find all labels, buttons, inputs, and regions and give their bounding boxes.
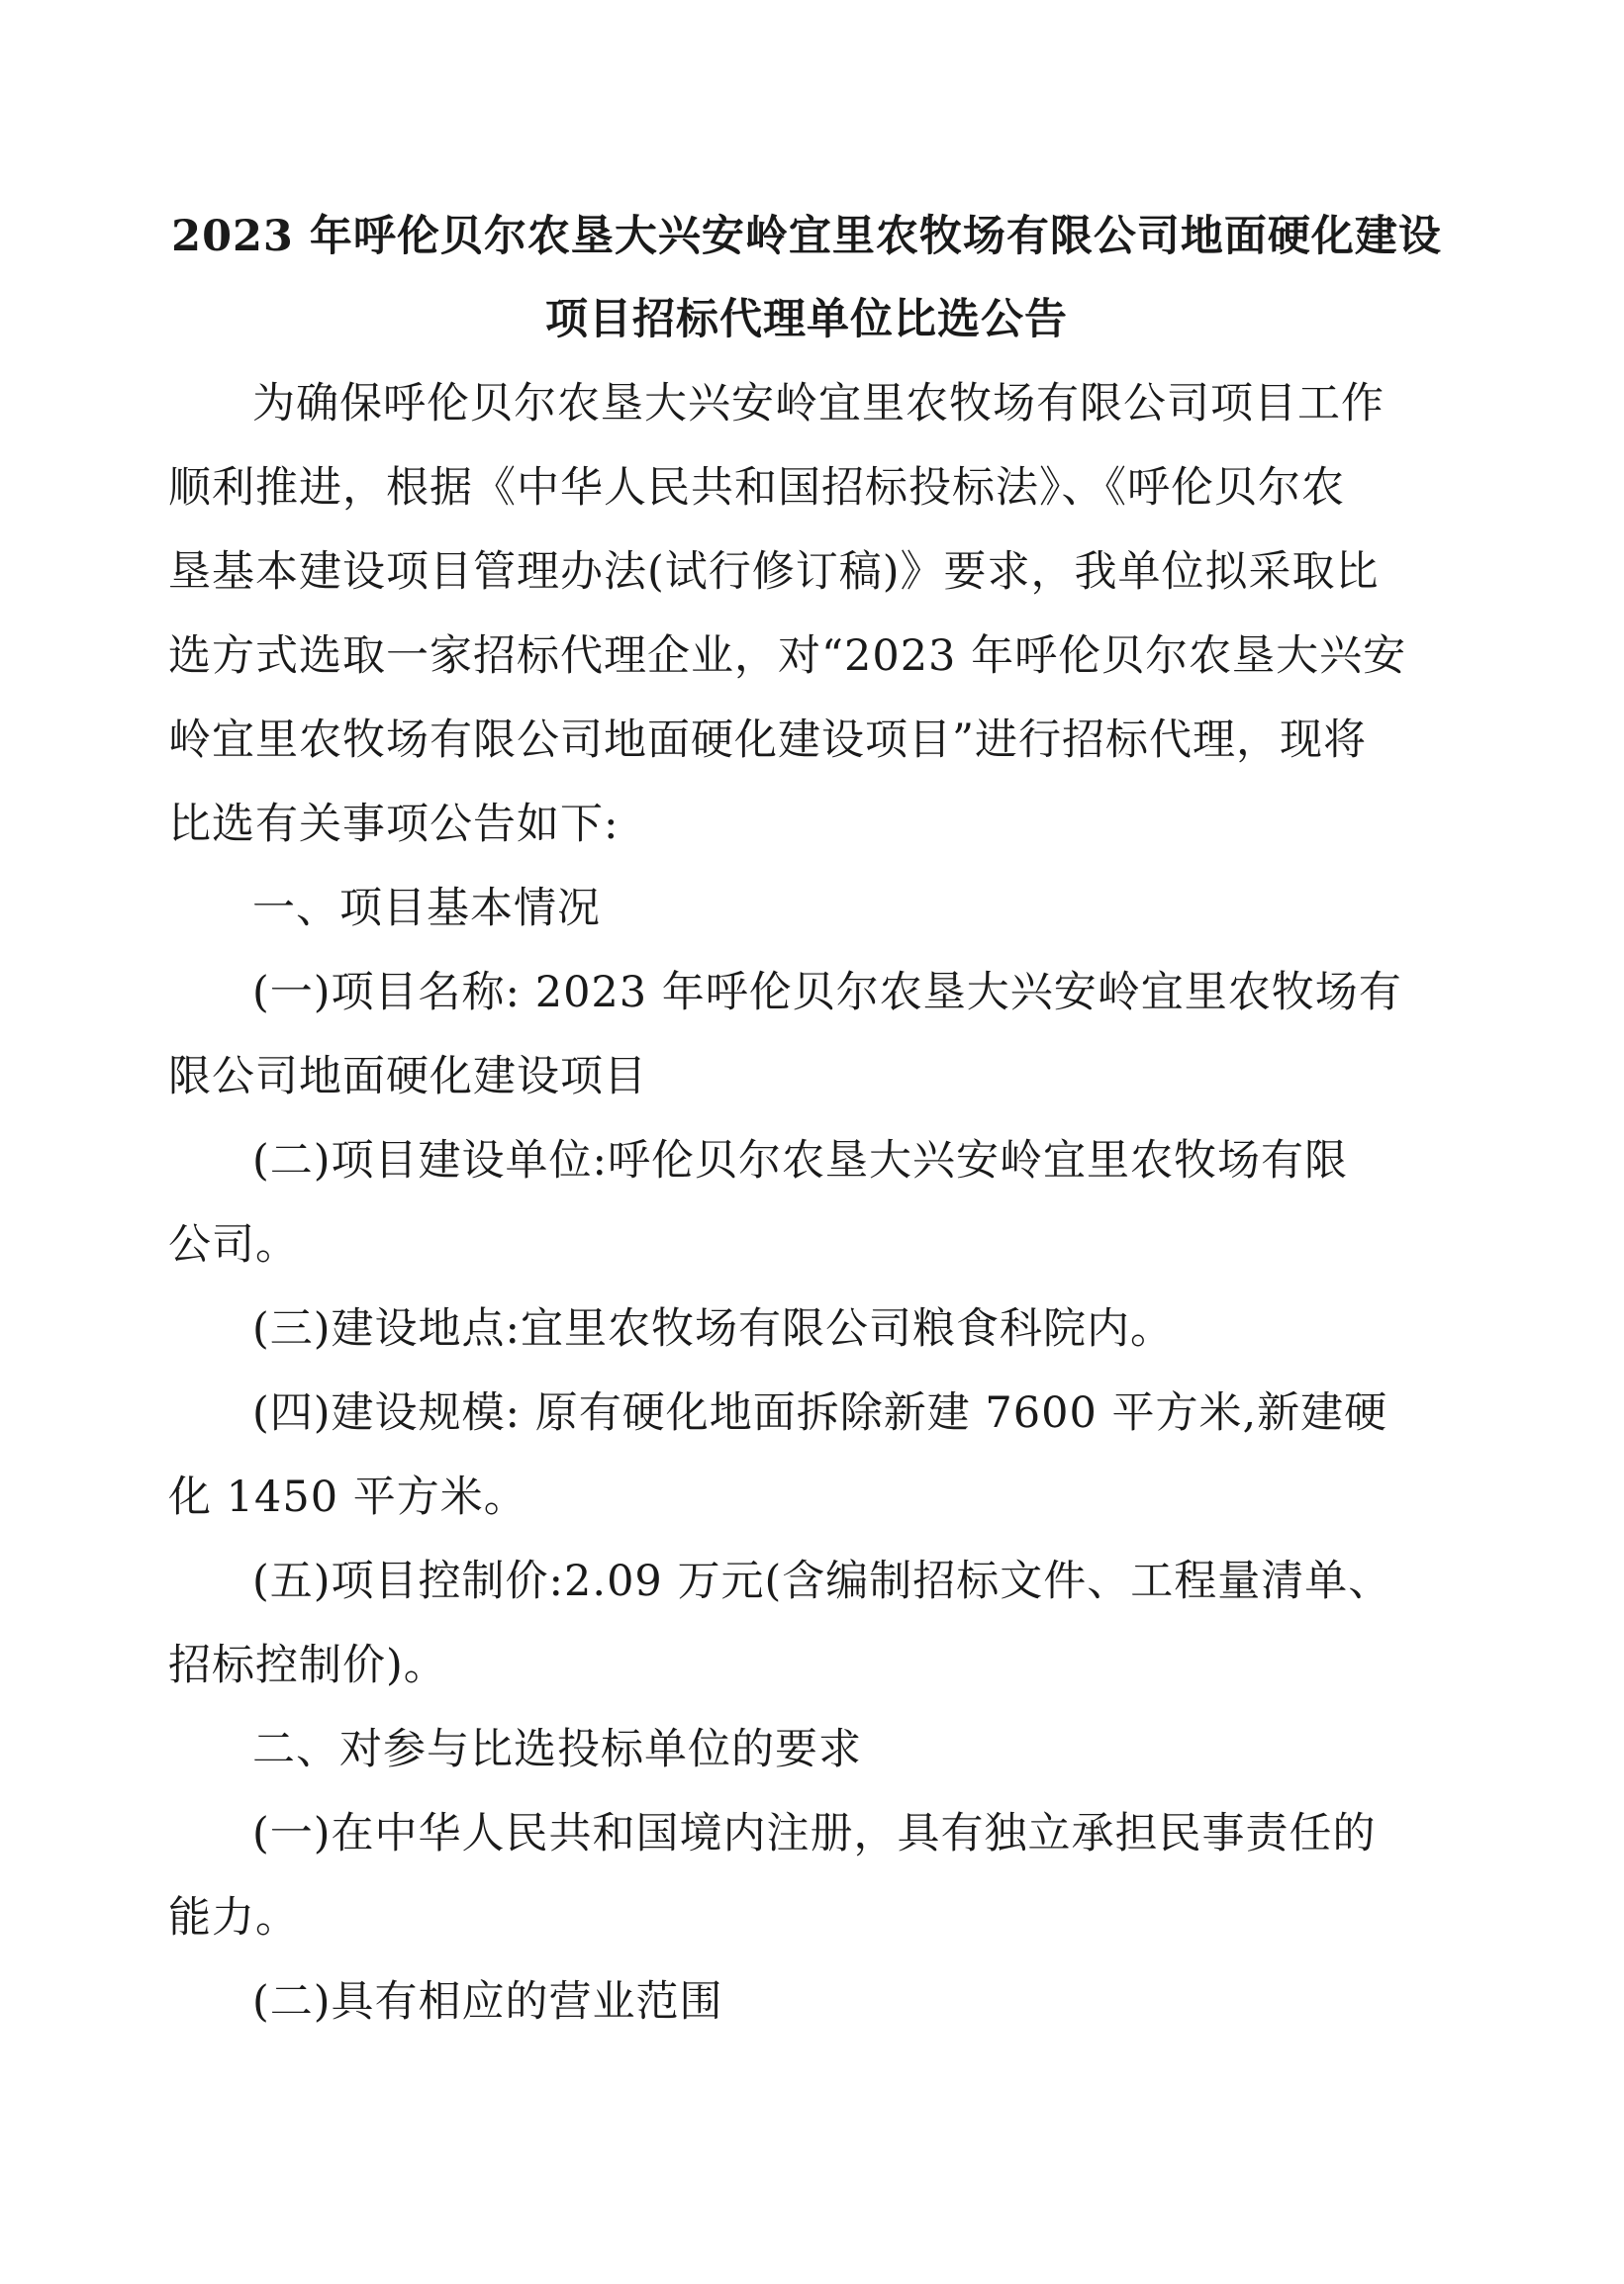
item-2-line-2: 公司。: [168, 1220, 299, 1270]
document-title-line-2: 项目招标代理单位比选公告: [545, 295, 1068, 344]
section-2-heading: 二、对参与比选投标单位的要求: [252, 1725, 862, 1774]
intro-line-4: 选方式选取一家招标代理企业，对“2023 年呼伦贝尔农垦大兴安: [168, 631, 1407, 681]
item-4-line-1: (四)建设规模: 原有硬化地面拆除新建 7600 平方米,新建硬: [252, 1388, 1388, 1438]
intro-line-1: 为确保呼伦贝尔农垦大兴安岭宜里农牧场有限公司项目工作: [252, 379, 1385, 428]
item-1-line-1: (一)项目名称: 2023 年呼伦贝尔农垦大兴安岭宜里农牧场有: [252, 968, 1402, 1017]
intro-line-5: 岭宜里农牧场有限公司地面硬化建设项目”进行招标代理，现将: [168, 715, 1367, 765]
item-3-line-1: (三)建设地点:宜里农牧场有限公司粮食科院内。: [252, 1304, 1175, 1354]
document-title-line-1: 2023 年呼伦贝尔农垦大兴安岭宜里农牧场有限公司地面硬化建设: [171, 212, 1442, 261]
requirement-2-line-1: (二)具有相应的营业范围: [252, 1977, 723, 2027]
requirement-1-line-2: 能力。: [168, 1893, 299, 1943]
section-1-heading: 一、项目基本情况: [252, 884, 601, 933]
intro-line-2: 顺利推进，根据《中华人民共和国招标投标法》、《呼伦贝尔农: [168, 463, 1345, 513]
item-4-line-2: 化 1450 平方米。: [168, 1473, 527, 1522]
intro-line-3: 垦基本建设项目管理办法(试行修订稿)》要求，我单位拟采取比: [168, 547, 1380, 597]
item-5-line-2: 招标控制价)。: [168, 1641, 447, 1690]
item-5-line-1: (五)项目控制价:2.09 万元(含编制招标文件、工程量清单、: [252, 1557, 1392, 1606]
intro-line-6: 比选有关事项公告如下:: [168, 800, 620, 849]
requirement-1-line-1: (一)在中华人民共和国境内注册，具有独立承担民事责任的: [252, 1809, 1377, 1858]
item-1-line-2: 限公司地面硬化建设项目: [168, 1052, 647, 1101]
item-2-line-1: (二)项目建设单位:呼伦贝尔农垦大兴安岭宜里农牧场有限: [252, 1136, 1349, 1186]
